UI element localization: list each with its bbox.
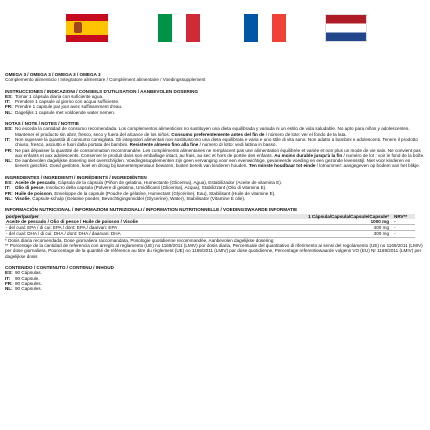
ingredient-main: Olio di pesce xyxy=(15,185,44,191)
lang-code: FR: xyxy=(5,104,13,110)
ingredient-main: Visolie xyxy=(15,195,30,201)
instructions-list xyxy=(5,94,425,115)
lang-code: ES: xyxy=(5,93,13,99)
note-item xyxy=(5,137,425,148)
lang-code: IT: xyxy=(5,275,11,281)
contents-item xyxy=(5,286,425,291)
nutrient-nrv: - xyxy=(390,231,415,237)
nutrient-amount: 300 mg xyxy=(293,231,390,237)
instructions-heading: INSTRUCCIONES / INDICAZIONI / CONSEILS D'UTILISATION / AANBEVOLEN DOSERING xyxy=(5,88,199,94)
contents-heading: CONTENIDO / CONTENUTO / CONTENU / INHOUD xyxy=(5,264,114,270)
flag-stripe xyxy=(158,14,172,42)
nutrient-name: - del cual: DHA / di cui: DHA / dont: DHA / daarvan: DHA xyxy=(5,231,293,237)
nutrition-table xyxy=(5,214,415,238)
ingredients-list xyxy=(5,180,425,201)
instruction-item-text: Dagelijks 1 capsule met voldoende water nemen. xyxy=(15,109,116,115)
flag-stripe xyxy=(258,14,272,42)
nutrient-nrv: - xyxy=(390,225,415,231)
flag-stripe xyxy=(244,14,258,42)
note-text-post: / numéro de lot : voir le fond de la boîte. xyxy=(342,152,425,158)
lang-code: NL: xyxy=(5,109,13,115)
spain-crest xyxy=(74,22,82,33)
note-text xyxy=(15,158,425,169)
nutrient-amount: 400 mg xyxy=(293,225,390,231)
note-text-pre: De aanbevolen dagelijkse dosering niet overschrijden. Voedingssupplementen zijn geen vervanging voor een evenwichtige, gevarieerde voeding en een gezonde levensstijl. Niet voor kinderen en tieners geschikt. Goed gesloten, koel en droog bij kamertemperatuur bewaren, buiten bereik van kinderen houden. xyxy=(15,158,411,169)
best-before-label: Au moins durable jusqu'à la fin xyxy=(274,152,343,158)
best-before-label: Consumo preferentemente antes del fin de xyxy=(171,131,265,137)
lang-code: IT: xyxy=(5,185,11,191)
lang-code: FR: xyxy=(5,190,13,196)
nutrition-footnote: * Dosis diaria recomendada, Dose giornaliera raccomandata, Posologie quotidienne recommandée, Aanbevolen dagelijkse dosering xyxy=(5,237,274,243)
nutrition-heading: INFORMACIÓN NUTRICIONAL / INFORMAZIONI NUTRIZIONALI / INFORMATION NUTRITIONNELLE / VOEDINGSWAARDE INFORMATIE xyxy=(5,207,298,213)
contents-item-text: 90 Cápsulas. xyxy=(15,270,42,276)
best-before-label: Ten minste houdbaar tot einde xyxy=(248,163,316,169)
nutrient-amount: 1000 mg xyxy=(293,219,390,225)
instruction-item-text: Prendre 1 capsule par jour avec suffisamment d'eau. xyxy=(15,104,123,110)
ingredient-rest: , Capsule-schulp (Gelatine poeder, Bevochtigingsmiddel (Glycerine), Water), Stabilisator (Vitamine E olie). xyxy=(29,195,246,201)
lang-code: NL: xyxy=(5,158,13,164)
note-text-post: / numero di lotto: vedi lattina in basso. xyxy=(198,142,277,148)
nutrient-name: - del cual: EPA / di cui: EPA / dont: EPA / daarvan: EPA xyxy=(5,225,293,231)
instruction-item xyxy=(5,110,425,115)
contents-item-text: 90 Capsules. xyxy=(15,286,42,292)
ingredient-text xyxy=(15,196,425,201)
note-text-post: / lotnummer: aangegeven op bodem van het blikje. xyxy=(315,163,420,169)
product-subtitle: Complemento alimenticio / Integratore alimentare / Complément alimentaire / Voedingssupplement xyxy=(5,77,206,83)
lang-code: FR: xyxy=(5,147,13,153)
instruction-item-text: Prendere 1 capsule al giorno con acqua sufficiente. xyxy=(15,99,120,105)
lang-code: IT: xyxy=(5,99,11,105)
flag-row xyxy=(0,14,430,44)
note-text-pre: No exceda la cantidad de consumo recomendada. Los complementos alimenticios no sustituyen una dieta equilibrada y variada ni un estilo de vida saludable. No apto para niños y adolescentes. Mantener el producto sin abrir, fresco, seco y fuera del alcance de los niños. xyxy=(15,126,410,137)
nutrition-footnote: ** Porcentaje de la cantidad de referencia con arreglo al reglamento (UE) no 1169/2011 (LMIV) por dosis diaria, Percentuale del quantitativo di riferimento ai sensi del regolamento (UE) no 1169/2011 (LMIV) per dose giornaliera, Pourcentage de la quantité de référence au titre du règlement (UE) no 1169/2011 (LMIV) par dose quotidienne, Percentage referentiewaarde volgens VO (EU) Nr 1169/2011 (LMIV) per dagelijkse dosis xyxy=(5,243,423,259)
ingredient-item xyxy=(5,196,425,201)
notes-heading: NOTAS / NOTE / NOTES / NOTITIE xyxy=(5,121,79,127)
note-text xyxy=(15,126,425,137)
ingredient-rest: , Cápsula de la cápsula (Piñon de gelatina, Humectante (Glicerina), Agua), Estabilizador (Aceite de vitamina E). xyxy=(55,180,283,186)
flag-stripe xyxy=(186,14,200,42)
lang-code: NL: xyxy=(5,286,13,292)
lang-code: ES: xyxy=(5,126,13,132)
note-text xyxy=(15,148,425,159)
contents-item-text: 90 Capsules. xyxy=(15,280,42,286)
contents-list xyxy=(5,270,425,291)
italy-flag-icon xyxy=(158,14,200,42)
product-title: OMEGA 3 / OMEGA 3 / OMEGA 3 / OMEGA 3 xyxy=(5,72,101,77)
lang-code: IT: xyxy=(5,136,11,142)
nutrient-name: Aceite de pescado / Olio di pesce / Huile de poisson / Visolie xyxy=(5,219,293,225)
france-flag-icon xyxy=(244,14,286,42)
spain-flag-icon xyxy=(66,14,108,42)
nutrient-nrv: - xyxy=(390,219,415,225)
note-text xyxy=(15,137,425,148)
note-item xyxy=(5,126,425,137)
ingredient-main: Huile de poisson xyxy=(15,190,52,196)
nutrition-col-nrv: NRV** xyxy=(390,214,415,219)
notes-list xyxy=(5,126,425,168)
lang-code: NL: xyxy=(5,195,13,201)
lang-code: ES: xyxy=(5,180,13,186)
instruction-item-text: Tomar 1 cápsula diaria con suficiente agua. xyxy=(15,93,104,99)
note-item xyxy=(5,158,425,169)
note-item xyxy=(5,148,425,159)
ingredient-rest: , Involucro della capsula (Polvere di gelatina, Umidificanti (Glicerina), Acqua), Stabilizzant (Olio di vitamina E). xyxy=(43,185,267,191)
best-before-label: Resistente almeno fino alla fine xyxy=(129,142,199,148)
flag-stripe xyxy=(172,14,186,42)
ingredients-heading: INGREDIENTES / INGREDIENTI / INGRÉDIENTS / INGREDIËNTEN xyxy=(5,174,147,180)
ingredient-main: Aceite de pescado xyxy=(15,180,56,186)
lang-code: FR: xyxy=(5,280,13,286)
note-text-post: / número de lote: ver el fondo de la lata. xyxy=(264,131,347,137)
nutrition-col-amount: 1 Cápsula/Capsula/Capsule/Capsule* xyxy=(293,214,390,219)
note-text-pre: Ne pas dépasser la quantité de consommation recommandée. Les compléments alimentaires ne remplacent pas une alimentation équilibrée et variée et non plus un mode de vie sain. Ne convient pas aux enfants et aux adolescents. Conserver le produit dans son emballage intact, au frais, au sec et hors de portée des enfants. xyxy=(15,147,421,158)
lang-code: ES: xyxy=(5,270,13,276)
flag-stripe xyxy=(272,14,286,42)
contents-item-text: 90 Capsule. xyxy=(15,275,40,281)
nutrition-col-label: por/per/par/per xyxy=(5,214,293,219)
label-document xyxy=(5,72,425,291)
ingredient-rest: , Enveloppe de la capsule (Poudre de gélatine, Humectant (Glycérine), Eau), Stabilisant (Huile de vitamine E). xyxy=(51,190,276,196)
nutrition-footnotes xyxy=(5,238,425,259)
netherlands-flag-icon xyxy=(325,14,367,42)
nutrition-row xyxy=(5,231,415,237)
note-text-pre: Non superare la quantità di consumo consigliata. Gli integratori alimentari non sostituiscono una dieta equilibrata e varia e uno stile di vita sano. Non adatto a bambini e adolescenti. Tenere il prodotto chiuso, fresco, asciutto e fuori dalla portata dei bambini. xyxy=(15,136,418,148)
